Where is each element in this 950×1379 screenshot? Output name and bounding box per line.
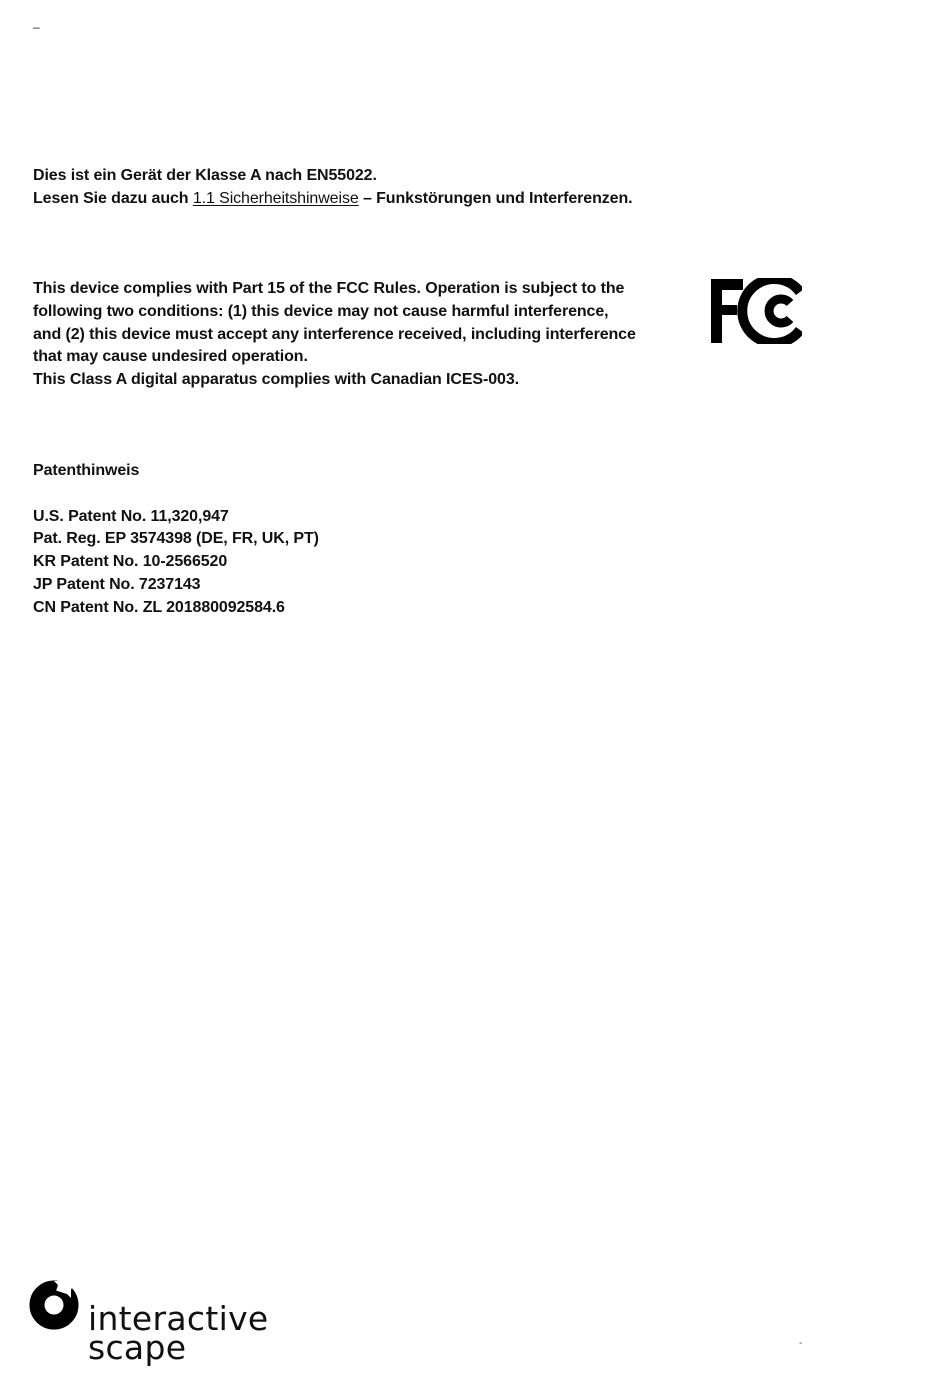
patent-notice [33, 460, 319, 620]
fcc-notice [33, 278, 636, 392]
class-a-line-1: Dies ist ein Gerät der Klasse A nach EN55022. [33, 167, 377, 184]
brand-logo [28, 1278, 278, 1370]
fcc-logo-icon [710, 278, 802, 344]
patent-item: U.S. Patent No. 11,320,947 [33, 507, 229, 525]
patent-item: Pat. Reg. EP 3574398 (DE, FR, UK, PT) [33, 530, 319, 548]
interactive-scape-logo-icon [28, 1278, 80, 1330]
class-a-notice [33, 165, 633, 211]
brand-wordmark [88, 1299, 269, 1367]
fcc-line: and (2) this device must accept any interference received, including interference [33, 325, 636, 343]
fcc-line: This device complies with Part 15 of the FCC Rules. Operation is subject to the [33, 280, 625, 297]
brand-line-2: scape [88, 1328, 187, 1367]
safety-notes-link[interactable]: 1.1 Sicherheitshinweise [192, 189, 359, 207]
header-marker: – [33, 20, 40, 34]
class-a-line-2 [33, 188, 633, 211]
ices-line: This Class A digital apparatus complies with Canadian ICES-003. [33, 371, 519, 389]
patent-heading: Patenthinweis [33, 462, 140, 479]
class-a-line-2-prefix: Lesen Sie dazu auch [33, 189, 193, 207]
patent-item: CN Patent No. ZL 201880092584.6 [33, 598, 285, 616]
patent-item: KR Patent No. 10-2566520 [33, 553, 228, 571]
fcc-line: that may cause undesired operation. [33, 348, 308, 366]
brand-line-1: interactive [88, 1299, 269, 1338]
patent-item: JP Patent No. 7237143 [33, 575, 201, 593]
fcc-line: following two conditions: (1) this device may not cause harmful interference, [33, 302, 609, 320]
page-marker: - [799, 1338, 803, 1349]
class-a-line-2-suffix: – Funkstörungen und Interferenzen. [358, 189, 633, 207]
